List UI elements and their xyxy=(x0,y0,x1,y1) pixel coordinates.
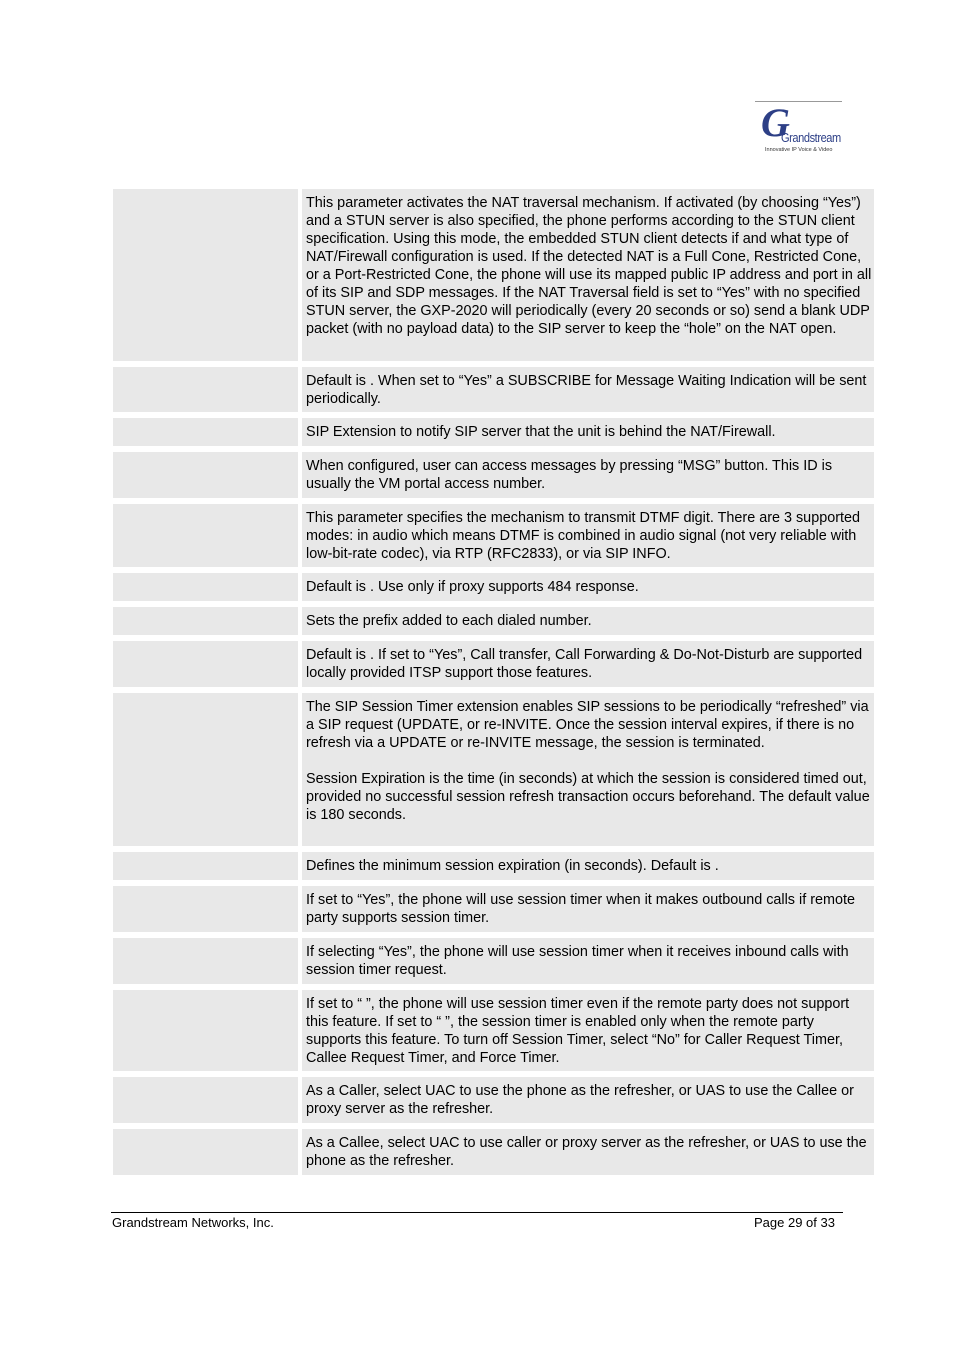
table-row xyxy=(113,189,874,361)
parameter-name-cell xyxy=(113,418,298,446)
description-text: The SIP Session Timer extension enables SIP sessions to be periodically “refreshed” via a SIP request (UPDATE, or re-INVITE. Once the session interval expires, if there is no refresh via a UPDATE or re-INVITE message, the session is terminated. Session Expiration is the time (in seconds) at which the session is considered timed out, provided no successful session refresh transaction occurs beforehand. The default value is 180 seconds. xyxy=(306,699,870,823)
parameter-name-cell xyxy=(113,693,298,846)
table-row xyxy=(113,573,874,601)
grandstream-logo xyxy=(755,101,843,159)
description-text: This parameter activates the NAT traversal mechanism. If activated (by choosing “Yes”) and a STUN server is also specified, the phone performs according to the STUN client specification. Using this mode, the embedded STUN client detects if and what type of NAT/Firewall configuration is used. If the detected NAT is a Full Cone, Restricted Cone, or a Port-Restricted Cone, the phone will use its mapped public IP address and port in all of its SIP and SDP messages. If the NAT Traversal field is set to “Yes” with no specified STUN server, the GXP-2020 will periodically (every 20 seconds or so) send a blank UDP packet (with no payload data) to the SIP server to keep the “hole” on the NAT open. xyxy=(306,195,872,337)
table-row xyxy=(113,418,874,446)
parameter-description-cell xyxy=(302,573,874,601)
parameter-name-cell xyxy=(113,886,298,932)
parameter-name-cell xyxy=(113,990,298,1071)
parameter-description-cell xyxy=(302,886,874,932)
table-row xyxy=(113,990,874,1071)
parameter-name-cell xyxy=(113,852,298,880)
description-text: As a Caller, select UAC to use the phone as the refresher, or UAS to use the Callee or proxy server as the refresher. xyxy=(306,1083,854,1117)
description-text: As a Callee, select UAC to use caller or proxy server as the refresher, or UAS to use the phone as the refresher. xyxy=(306,1135,867,1169)
table-row xyxy=(113,1077,874,1123)
description-text: Default is . When set to “Yes” a SUBSCRIBE for Message Waiting Indication will be sent periodically. xyxy=(306,373,867,407)
parameter-name-cell xyxy=(113,641,298,687)
description-text: This parameter specifies the mechanism to transmit DTMF digit. There are 3 supported modes: in audio which means DTMF is combined in audio signal (not very reliable with low-bit-rate codec), via RTP (RFC2833), or via SIP INFO. xyxy=(306,510,860,562)
description-text: If set to “Yes”, the phone will use session timer when it makes outbound calls if remote party supports session timer. xyxy=(306,892,855,926)
footer-page-number: Page 29 of 33 xyxy=(754,1215,835,1230)
table-row xyxy=(113,607,874,635)
logo-wordmark: Grandstream xyxy=(781,130,841,145)
description-text: If set to “ ”, the phone will use session timer even if the remote party does not support this feature. If set to “ ”, the session timer is enabled only when the remote party supports this feature. To turn off Session Timer, select “No” for Caller Request Timer, Callee Request Timer, and Force Timer. xyxy=(306,996,850,1066)
description-text: Default is . If set to “Yes”, Call transfer, Call Forwarding & Do-Not-Disturb are supported locally provided ITSP support those features. xyxy=(306,647,863,681)
logo-tagline: Innovative IP Voice & Video xyxy=(765,147,833,153)
parameter-name-cell xyxy=(113,504,298,567)
description-text: Sets the prefix added to each dialed number. xyxy=(306,613,592,629)
parameter-description-cell xyxy=(302,418,874,446)
footer-company: Grandstream Networks, Inc. xyxy=(112,1215,274,1230)
parameter-name-cell xyxy=(113,1077,298,1123)
table-row xyxy=(113,1129,874,1175)
description-text: When configured, user can access messages by pressing “MSG” button. This ID is usually the VM portal access number. xyxy=(306,458,833,492)
parameter-name-cell xyxy=(113,573,298,601)
parameter-description-cell xyxy=(302,1129,874,1175)
table-row xyxy=(113,938,874,984)
description-text: If selecting “Yes”, the phone will use session timer when it receives inbound calls with session timer request. xyxy=(306,944,849,978)
parameter-description-cell xyxy=(302,504,874,567)
parameter-description-cell xyxy=(302,693,874,846)
table-row xyxy=(113,693,874,846)
parameter-description-cell xyxy=(302,1077,874,1123)
table-row xyxy=(113,504,874,567)
table-row xyxy=(113,367,874,412)
parameter-description-cell xyxy=(302,452,874,498)
parameter-name-cell xyxy=(113,367,298,412)
parameter-description-cell xyxy=(302,189,874,361)
table-row xyxy=(113,886,874,932)
parameter-name-cell xyxy=(113,189,298,361)
parameter-description-cell xyxy=(302,938,874,984)
parameter-name-cell xyxy=(113,452,298,498)
parameter-description-cell xyxy=(302,852,874,880)
parameter-description-cell xyxy=(302,367,874,412)
parameter-description-cell xyxy=(302,990,874,1071)
table-row xyxy=(113,852,874,880)
logo-g-mark: G xyxy=(761,100,790,145)
parameter-description-cell xyxy=(302,607,874,635)
parameter-description-cell xyxy=(302,641,874,687)
table-row xyxy=(113,641,874,687)
description-text: Defines the minimum session expiration (in seconds). Default is . xyxy=(306,858,719,874)
table-row xyxy=(113,452,874,498)
description-text: SIP Extension to notify SIP server that the unit is behind the NAT/Firewall. xyxy=(306,424,776,440)
parameter-name-cell xyxy=(113,938,298,984)
parameter-name-cell xyxy=(113,1129,298,1175)
footer-rule xyxy=(111,1212,843,1213)
parameter-name-cell xyxy=(113,607,298,635)
description-text: Default is . Use only if proxy supports 484 response. xyxy=(306,579,639,595)
